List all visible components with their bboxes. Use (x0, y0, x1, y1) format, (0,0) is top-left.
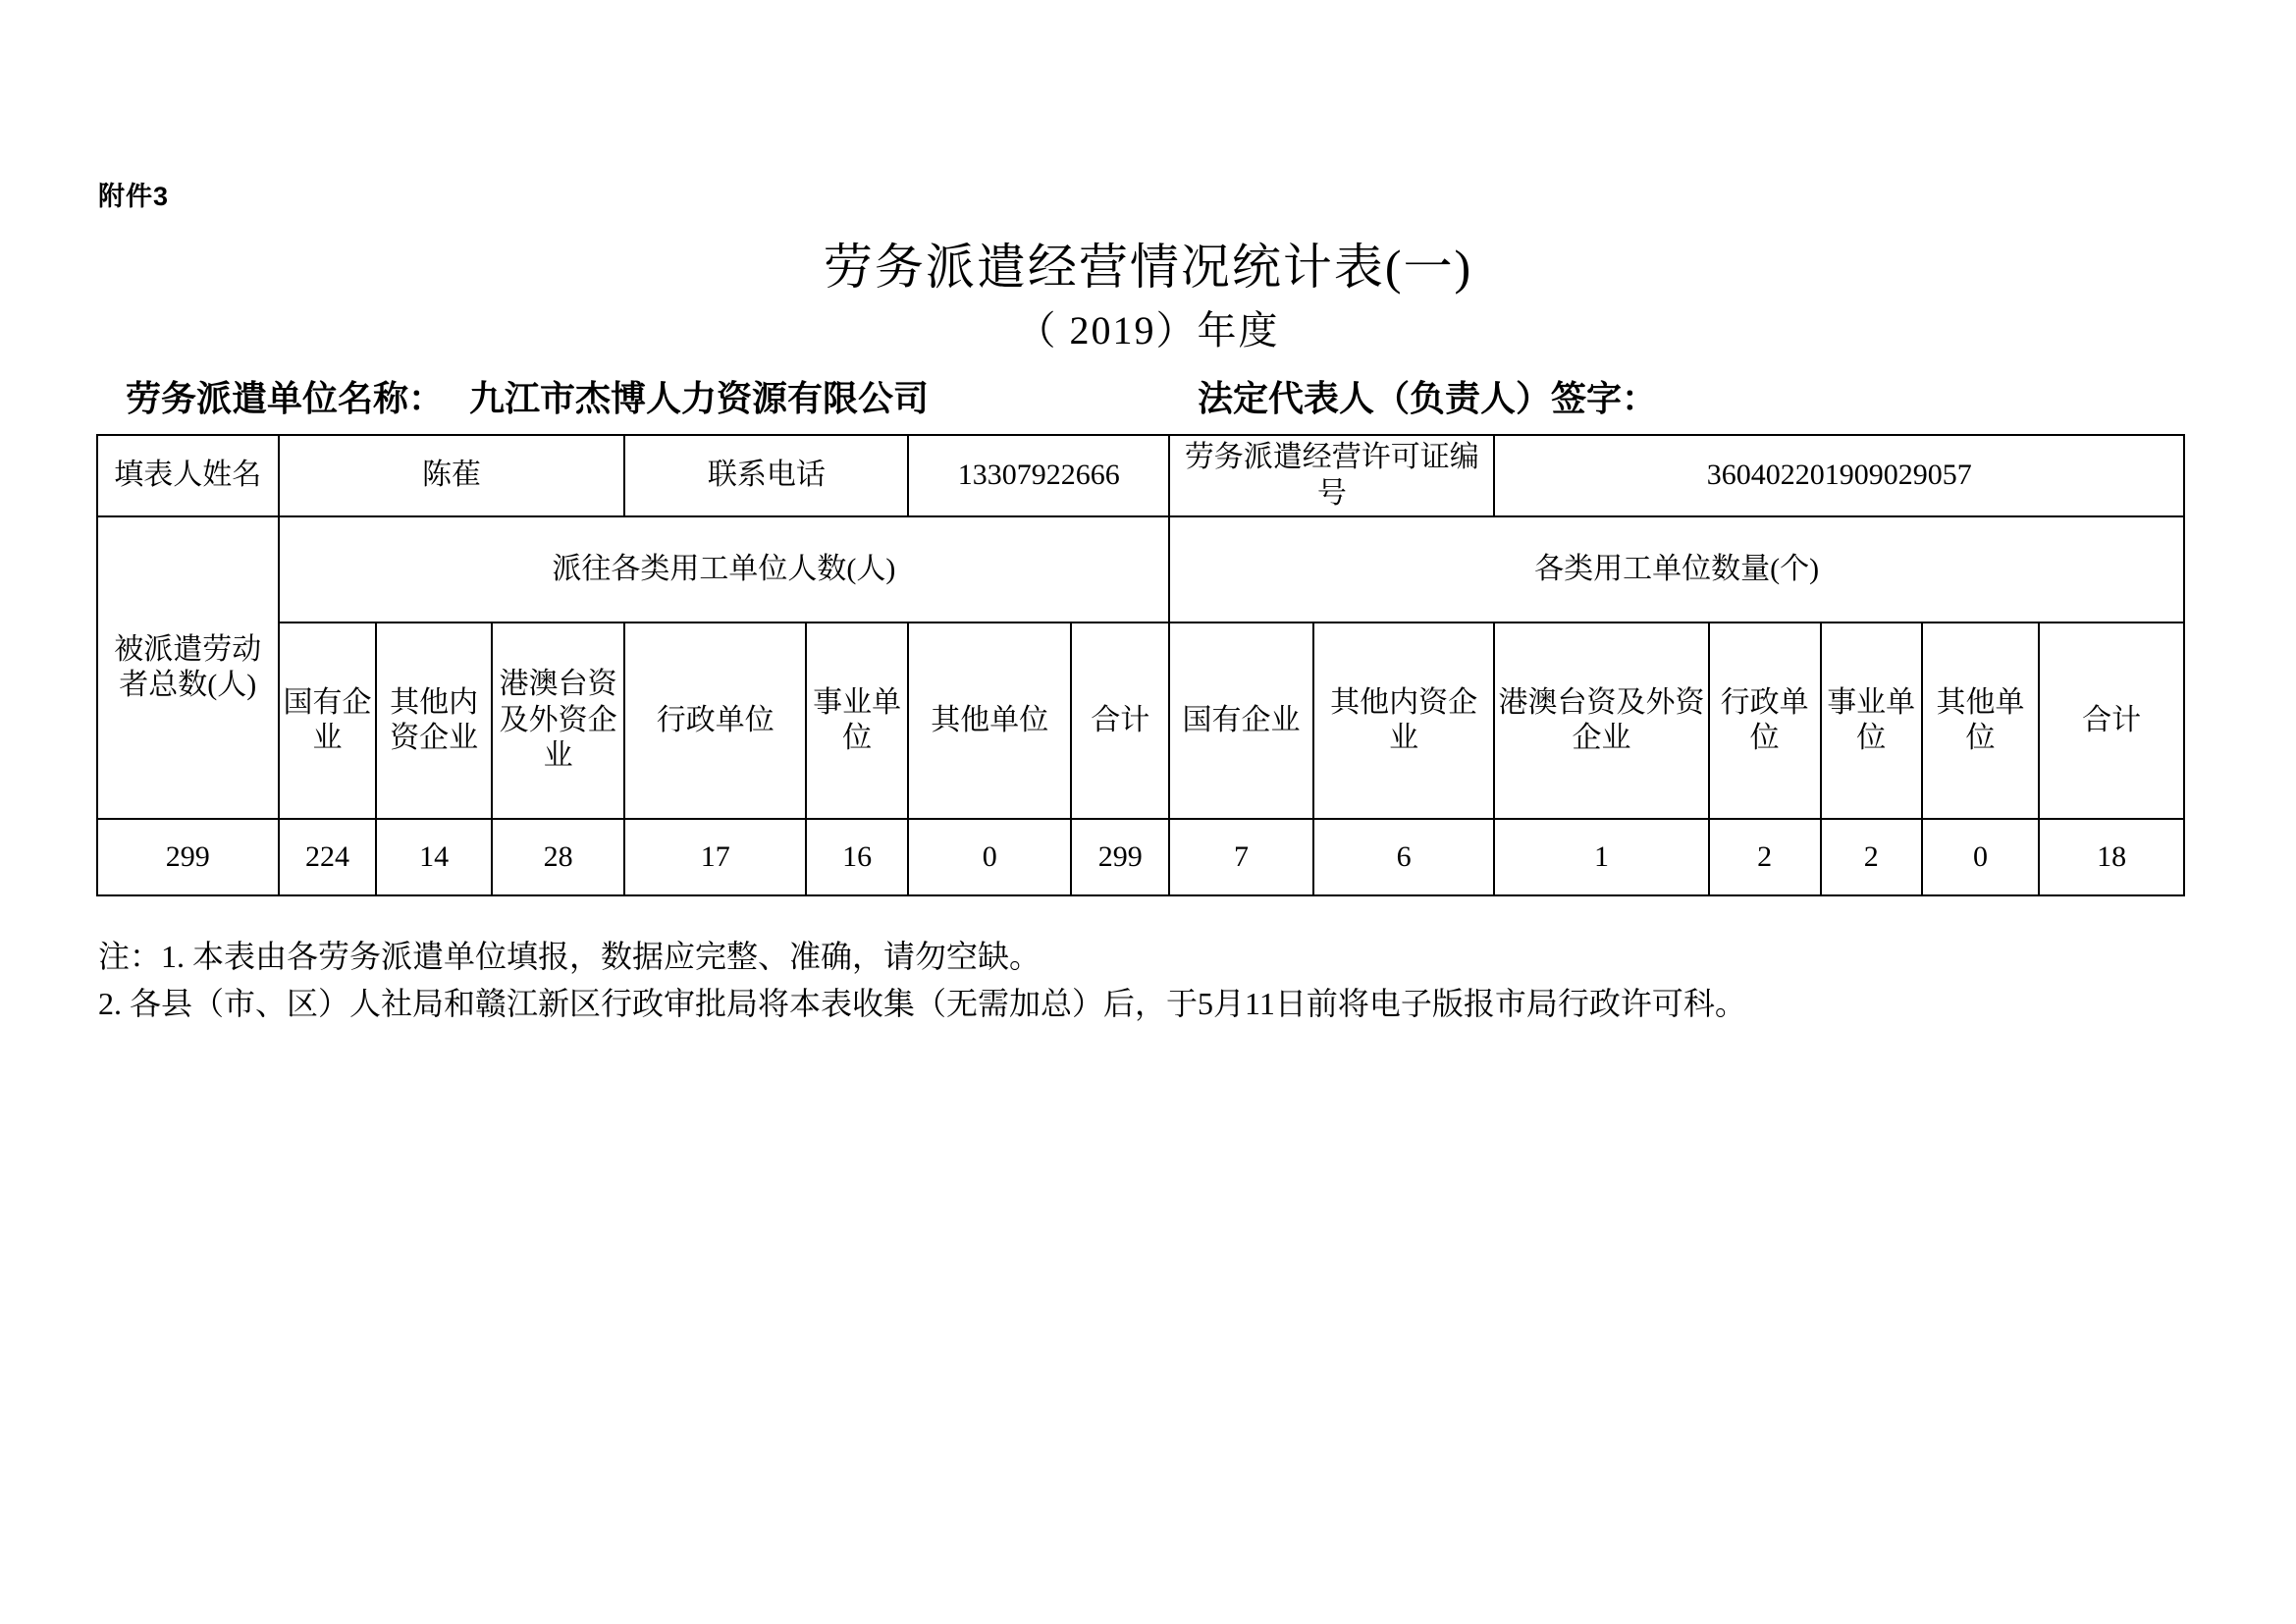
col-header-b-5: 其他单位 (1922, 623, 2039, 819)
footnote-line-1: 注：1. 本表由各劳务派遣单位填报，数据应完整、准确，请勿空缺。 (98, 939, 1041, 974)
cell-a-4: 16 (806, 819, 908, 895)
col-header-b-0: 国有企业 (1169, 623, 1313, 819)
col-header-a-3: 行政单位 (624, 623, 806, 819)
cell-b-3: 2 (1709, 819, 1821, 895)
col-header-a-6: 合计 (1071, 623, 1169, 819)
table-row-column-headers (97, 623, 2184, 819)
page-title: 劳务派遣经营情况统计表(一) (823, 240, 1473, 295)
cell-a-3: 17 (624, 819, 806, 895)
cell-b-6: 18 (2039, 819, 2184, 895)
statistics-table (96, 434, 2185, 896)
col-header-b-3: 行政单位 (1709, 623, 1821, 819)
footnotes (98, 933, 2160, 1027)
dispatch-unit-label: 劳务派遣单位名称： (126, 378, 445, 418)
col-header-b-1: 其他内资企业 (1313, 623, 1495, 819)
total-dispatched-header: 被派遣劳动者总数(人) (97, 516, 279, 819)
col-header-a-4: 事业单位 (806, 623, 908, 819)
cell-total: 299 (97, 819, 279, 895)
cell-a-1: 14 (376, 819, 491, 895)
page-subtitle: （ 2019）年度 (1016, 308, 1280, 352)
group-header-persons: 派往各类用工单位人数(人) (279, 516, 1170, 623)
group-header-units: 各类用工单位数量(个) (1169, 516, 2184, 623)
header-info (118, 371, 2189, 418)
legal-representative-signature-label: 法定代表人（负责人）签字： (1198, 378, 1658, 418)
col-header-a-1: 其他内资企业 (376, 623, 491, 819)
col-header-a-2: 港澳台资及外资企业 (492, 623, 625, 819)
footnote-line-2: 2. 各县（市、区）人社局和赣江新区行政审批局将本表收集（无需加总）后，于5月11日前将电子版报市局行政许可科。 (98, 986, 1746, 1021)
col-header-b-4: 事业单位 (1821, 623, 1922, 819)
phone-label: 联系电话 (624, 435, 908, 516)
filler-name-label: 填表人姓名 (97, 435, 279, 516)
table-row-data (97, 819, 2184, 895)
phone-value: 13307922666 (908, 435, 1169, 516)
cell-b-0: 7 (1169, 819, 1313, 895)
attachment-number: 附件3 (98, 182, 170, 211)
cell-b-5: 0 (1922, 819, 2039, 895)
col-header-b-6: 合计 (2039, 623, 2184, 819)
cell-b-2: 1 (1494, 819, 1708, 895)
col-header-b-2: 港澳台资及外资企业 (1494, 623, 1708, 819)
cell-b-4: 2 (1821, 819, 1922, 895)
col-header-a-5: 其他单位 (908, 623, 1071, 819)
cell-a-2: 28 (492, 819, 625, 895)
cell-a-5: 0 (908, 819, 1071, 895)
filler-name-value: 陈萑 (279, 435, 625, 516)
dispatch-unit-value: 九江市杰博人力资源有限公司 (469, 378, 930, 418)
cell-b-1: 6 (1313, 819, 1495, 895)
license-label: 劳务派遣经营许可证编号 (1169, 435, 1494, 516)
table-row-info (97, 435, 2184, 516)
cell-a-0: 224 (279, 819, 377, 895)
table-row-group-headers (97, 516, 2184, 623)
cell-a-6: 299 (1071, 819, 1169, 895)
col-header-a-0: 国有企业 (279, 623, 377, 819)
license-value: 360402201909029057 (1494, 435, 2184, 516)
